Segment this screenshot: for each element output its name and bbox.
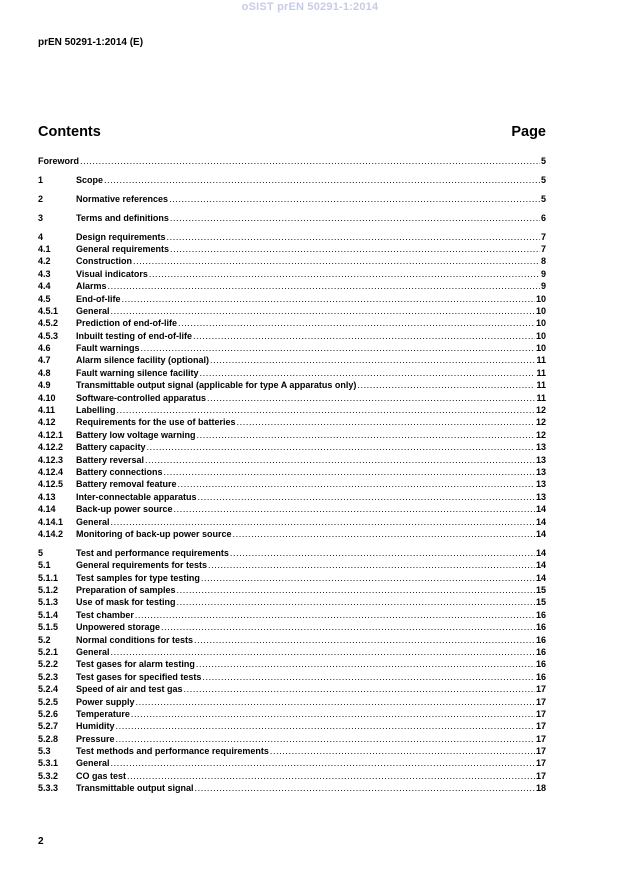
toc-entry[interactable] (38, 330, 546, 342)
toc-entry[interactable] (38, 696, 546, 708)
toc-entry-title: Power supply (76, 696, 135, 707)
toc-dot-leader (194, 634, 535, 646)
toc-entry[interactable] (38, 596, 546, 608)
toc-dot-leader (198, 491, 535, 503)
toc-entry-title: General (76, 758, 110, 769)
toc-entry[interactable] (38, 528, 546, 540)
toc-entry-title: General (76, 305, 110, 316)
toc-entry-title: Pressure (76, 733, 115, 744)
toc-entry-page: 10 (535, 293, 546, 304)
toc-entry[interactable] (38, 708, 546, 720)
toc-entry[interactable] (38, 646, 546, 658)
toc-dot-leader (141, 342, 535, 354)
toc-entry-page: 17 (535, 746, 546, 757)
toc-entry-number: 4.14 (38, 504, 56, 515)
toc-entry-title: Inter-connectable apparatus (76, 491, 197, 502)
toc-entry-title: General (76, 516, 110, 527)
toc-entry-title: General (76, 646, 110, 657)
toc-entry-page: 14 (535, 572, 546, 583)
toc-entry[interactable] (38, 720, 546, 732)
toc-entry-page: 9 (540, 281, 546, 292)
toc-entry-number: 5.3.2 (38, 770, 59, 781)
toc-entry-title: Labelling (76, 405, 116, 416)
toc-entry[interactable] (38, 621, 546, 633)
toc-entry-page: 14 (535, 560, 546, 571)
toc-entry-number: 4.12.2 (38, 442, 64, 453)
toc-entry[interactable] (38, 584, 546, 596)
toc-entry[interactable] (38, 367, 546, 379)
toc-entry-title: Fault warning silence facility (76, 367, 199, 378)
toc-dot-leader (108, 280, 540, 292)
toc-entry[interactable] (38, 404, 546, 416)
toc-dot-leader (174, 503, 535, 515)
toc-dot-leader (111, 757, 535, 769)
page-number: 2 (38, 836, 44, 847)
toc-entry-title: Prediction of end-of-life (76, 318, 177, 329)
toc-entry-page: 7 (540, 243, 546, 254)
toc-entry-title: Test chamber (76, 609, 134, 620)
toc-dot-leader (164, 466, 535, 478)
toc-entry[interactable] (38, 255, 546, 267)
toc-entry-number: 5.3.1 (38, 758, 59, 769)
toc-dot-leader (111, 516, 535, 528)
toc-entry-number: 4.5 (38, 293, 51, 304)
toc-entry-number: 4 (38, 231, 44, 242)
toc-entry-number: 5.2.1 (38, 646, 59, 657)
toc-entry-title: Design requirements (76, 231, 166, 242)
toc-entry-page: 14 (535, 504, 546, 515)
toc-entry-title: Fault warnings (76, 343, 140, 354)
toc-entry-page: 16 (535, 609, 546, 620)
toc-entry-page: 15 (535, 584, 546, 595)
toc-entry-number: 5.3 (38, 746, 51, 757)
toc-entry-page: 13 (535, 491, 546, 502)
toc-dot-leader (145, 454, 535, 466)
toc-dot-leader (127, 770, 535, 782)
toc-entry-page: 12 (535, 417, 546, 428)
toc-entry-title: Normal conditions for tests (76, 634, 194, 645)
toc-entry-page: 15 (535, 597, 546, 608)
toc-entry-title: Construction (76, 256, 132, 267)
toc-dot-leader (237, 416, 535, 428)
toc-entry[interactable] (38, 770, 546, 782)
toc-entry-title: Preparation of samples (76, 584, 176, 595)
toc-entry-page: 5 (540, 155, 546, 166)
toc-entry[interactable] (38, 609, 546, 621)
toc-entry-page: 10 (535, 343, 546, 354)
toc-entry-title: Alarms (76, 281, 107, 292)
toc-entry[interactable] (38, 268, 546, 280)
toc-dot-leader (170, 243, 540, 255)
toc-dot-leader (207, 392, 535, 404)
document-id: prEN 50291-1:2014 (E) (38, 37, 144, 48)
toc-dot-leader (193, 330, 535, 342)
toc-entry-title: Software-controlled apparatus (76, 392, 207, 403)
toc-entry-number: 5.1.2 (38, 584, 59, 595)
toc-entry-title: Battery low voltage warning (76, 429, 196, 440)
toc-entry-page: 6 (540, 212, 546, 223)
toc-entry-title: Alarm silence facility (optional) (76, 355, 210, 366)
toc-entry[interactable] (38, 559, 546, 571)
toc-entry[interactable] (38, 634, 546, 646)
toc-entry-title: General requirements for tests (76, 560, 208, 571)
toc-entry[interactable] (38, 466, 546, 478)
toc-entry[interactable] (38, 491, 546, 503)
toc-dot-leader (131, 708, 535, 720)
toc-dot-leader (122, 293, 535, 305)
toc-dot-leader (116, 720, 535, 732)
toc-dot-leader (233, 528, 535, 540)
toc-entry-number: 4.1 (38, 243, 51, 254)
toc-entry-page: 16 (535, 634, 546, 645)
toc-dot-leader (111, 646, 535, 658)
toc-dot-leader (184, 683, 535, 695)
toc-entry-title: Test and performance requirements (76, 547, 229, 558)
toc-entry-page: 5 (540, 193, 546, 204)
toc-entry-title: Normative references (76, 193, 169, 204)
toc-entry[interactable] (38, 572, 546, 584)
toc-dot-leader (167, 231, 540, 243)
toc-entry[interactable] (38, 658, 546, 670)
toc-dot-leader (135, 609, 535, 621)
toc-entry-number: 5.3.3 (38, 783, 59, 794)
toc-dot-leader (116, 733, 535, 745)
toc-entry-number: 5 (38, 547, 44, 558)
toc-entry-number: 4.5.1 (38, 305, 59, 316)
toc-entry[interactable] (38, 379, 546, 391)
toc-dot-leader (161, 621, 535, 633)
toc-entry-title: Use of mask for testing (76, 597, 176, 608)
toc-entry-title: Temperature (76, 708, 130, 719)
toc-entry-title: Monitoring of back-up power source (76, 528, 232, 539)
toc-entry[interactable] (38, 503, 546, 515)
toc-entry-page: 17 (535, 733, 546, 744)
toc-entry[interactable] (38, 155, 546, 167)
toc-entry-number: 4.2 (38, 256, 51, 267)
toc-entry-title: Battery removal feature (76, 479, 177, 490)
toc-dot-leader (230, 547, 535, 559)
toc-dot-leader (178, 317, 535, 329)
toc-dot-leader (136, 696, 535, 708)
toc-entry-page: 16 (535, 622, 546, 633)
toc-entry-number: 5.1 (38, 560, 51, 571)
toc-dot-leader (170, 212, 540, 224)
toc-entry-number: 5.1.5 (38, 622, 59, 633)
toc-entry-number: 4.12 (38, 417, 56, 428)
toc-entry-title: Humidity (76, 721, 115, 732)
toc-dot-leader (210, 354, 535, 366)
toc-dot-leader (202, 671, 535, 683)
toc-entry-title: Test methods and performance requirements (76, 746, 269, 757)
toc-entry-title: General requirements (76, 243, 170, 254)
toc-entry-number: 4.7 (38, 355, 51, 366)
contents-heading (38, 124, 546, 140)
toc-entry-page: 17 (535, 684, 546, 695)
toc-dot-leader (208, 559, 535, 571)
toc-entry-page: 12 (535, 405, 546, 416)
toc-dot-leader (196, 658, 535, 670)
toc-entry-number: 5.1.3 (38, 597, 59, 608)
toc-dot-leader (117, 404, 535, 416)
toc-entry-page: 11 (536, 367, 546, 378)
toc-entry-title: CO gas test (76, 770, 127, 781)
contents-title: Contents (38, 124, 101, 140)
toc-entry-page: 9 (540, 268, 546, 279)
toc-entry-number: 3 (38, 212, 44, 223)
toc-entry[interactable] (38, 193, 546, 205)
toc-entry-number: 4.9 (38, 380, 51, 391)
toc-dot-leader (80, 155, 540, 167)
toc-entry[interactable] (38, 757, 546, 769)
toc-entry-title: Foreword (38, 155, 80, 166)
toc-entry-page: 17 (535, 758, 546, 769)
toc-entry-number: 5.2.6 (38, 708, 59, 719)
toc-entry-page: 13 (535, 479, 546, 490)
toc-entry-number: 5.2.2 (38, 659, 59, 670)
toc-entry[interactable] (38, 683, 546, 695)
toc-entry-title: Terms and definitions (76, 212, 169, 223)
toc-entry-page: 13 (535, 454, 546, 465)
toc-entry-page: 14 (535, 516, 546, 527)
toc-entry-number: 4.3 (38, 268, 51, 279)
toc-entry[interactable] (38, 441, 546, 453)
toc-entry-page: 13 (535, 466, 546, 477)
toc-entry-title: Transmittable output signal (applicable for type A apparatus only) (76, 380, 357, 391)
toc-entry-page: 11 (536, 380, 546, 391)
toc-entry-title: Requirements for the use of batteries (76, 417, 236, 428)
toc-entry-number: 5.1.1 (38, 572, 59, 583)
toc-entry-number: 4.12.3 (38, 454, 64, 465)
toc-dot-leader (111, 305, 535, 317)
toc-entry-title: Inbuilt testing of end-of-life (76, 330, 192, 341)
toc-entry-number: 4.8 (38, 367, 51, 378)
toc-entry-page: 18 (535, 783, 546, 794)
toc-entry-page: 13 (535, 442, 546, 453)
toc-entry-page: 11 (536, 392, 546, 403)
toc-entry-page: 16 (535, 671, 546, 682)
toc-entry[interactable] (38, 671, 546, 683)
toc-entry[interactable] (38, 231, 546, 243)
toc-entry-page: 11 (536, 355, 546, 366)
toc-entry-number: 2 (38, 193, 44, 204)
toc-entry[interactable] (38, 547, 546, 559)
toc-entry[interactable] (38, 354, 546, 366)
toc-entry[interactable] (38, 416, 546, 428)
table-of-contents (38, 155, 546, 795)
toc-entry[interactable] (38, 342, 546, 354)
toc-entry-number: 5.2.3 (38, 671, 59, 682)
toc-entry-title: Battery capacity (76, 442, 146, 453)
toc-dot-leader (177, 596, 535, 608)
toc-entry[interactable] (38, 305, 546, 317)
toc-entry-page: 17 (535, 696, 546, 707)
toc-entry-page: 14 (535, 528, 546, 539)
toc-entry-title: Unpowered storage (76, 622, 161, 633)
toc-entry-number: 5.2 (38, 634, 51, 645)
toc-entry-page: 10 (535, 318, 546, 329)
toc-dot-leader (149, 268, 540, 280)
toc-entry-number: 5.2.5 (38, 696, 59, 707)
toc-entry[interactable] (38, 429, 546, 441)
toc-entry[interactable] (38, 392, 546, 404)
toc-entry-title: Test samples for type testing (76, 572, 200, 583)
toc-entry[interactable] (38, 293, 546, 305)
watermark: oSIST prEN 50291-1:2014 (241, 1, 379, 13)
toc-entry-number: 4.5.2 (38, 318, 59, 329)
toc-entry-number: 4.12.1 (38, 429, 64, 440)
toc-entry-number: 4.5.3 (38, 330, 59, 341)
toc-entry-title: Visual indicators (76, 268, 148, 279)
toc-dot-leader (147, 441, 535, 453)
toc-entry-number: 4.4 (38, 281, 51, 292)
toc-entry-number: 5.2.8 (38, 733, 59, 744)
toc-entry-title: Transmittable output signal (76, 783, 194, 794)
toc-entry-number: 5.2.4 (38, 684, 59, 695)
toc-entry-number: 4.12.5 (38, 479, 64, 490)
toc-entry-title: Speed of air and test gas (76, 684, 183, 695)
toc-dot-leader (357, 379, 535, 391)
toc-entry-page: 16 (535, 646, 546, 657)
toc-entry-page: 14 (535, 547, 546, 558)
toc-entry[interactable] (38, 454, 546, 466)
toc-dot-leader (177, 584, 535, 596)
toc-entry-page: 7 (540, 231, 546, 242)
toc-entry[interactable] (38, 280, 546, 292)
toc-dot-leader (195, 782, 535, 794)
toc-entry-title: Test gases for specified tests (76, 671, 202, 682)
toc-entry-page: 12 (535, 429, 546, 440)
toc-dot-leader (197, 429, 535, 441)
toc-entry-number: 4.6 (38, 343, 51, 354)
toc-dot-leader (178, 478, 535, 490)
toc-entry[interactable] (38, 478, 546, 490)
toc-entry-number: 1 (38, 174, 44, 185)
toc-entry-page: 17 (535, 721, 546, 732)
toc-entry[interactable] (38, 745, 546, 757)
toc-entry-page: 10 (535, 305, 546, 316)
page-column-label: Page (511, 124, 546, 140)
toc-entry-page: 17 (535, 708, 546, 719)
toc-entry[interactable] (38, 516, 546, 528)
toc-entry-title: Battery connections (76, 466, 163, 477)
toc-entry[interactable] (38, 782, 546, 794)
toc-entry-number: 5.1.4 (38, 609, 59, 620)
toc-entry-page: 17 (535, 770, 546, 781)
toc-entry-number: 4.14.1 (38, 516, 64, 527)
toc-entry[interactable] (38, 212, 546, 224)
toc-dot-leader (133, 255, 540, 267)
toc-entry-number: 4.13 (38, 491, 56, 502)
toc-entry-title: End-of-life (76, 293, 121, 304)
toc-dot-leader (201, 572, 535, 584)
toc-entry[interactable] (38, 733, 546, 745)
toc-entry-page: 10 (535, 330, 546, 341)
toc-entry-number: 4.12.4 (38, 466, 64, 477)
toc-dot-leader (169, 193, 540, 205)
toc-entry-title: Test gases for alarm testing (76, 659, 195, 670)
toc-entry-number: 5.2.7 (38, 721, 59, 732)
toc-entry-page: 16 (535, 659, 546, 670)
toc-entry[interactable] (38, 317, 546, 329)
toc-entry-number: 4.14.2 (38, 528, 64, 539)
toc-entry-title: Battery reversal (76, 454, 145, 465)
toc-entry-page: 5 (540, 174, 546, 185)
toc-entry-page: 8 (540, 256, 546, 267)
toc-dot-leader (104, 174, 540, 186)
toc-entry[interactable] (38, 174, 546, 186)
toc-entry-number: 4.11 (38, 405, 56, 416)
toc-entry-title: Back-up power source (76, 504, 173, 515)
toc-dot-leader (200, 367, 536, 379)
toc-dot-leader (270, 745, 535, 757)
toc-entry-number: 4.10 (38, 392, 56, 403)
toc-entry[interactable] (38, 243, 546, 255)
toc-entry-title: Scope (76, 174, 104, 185)
